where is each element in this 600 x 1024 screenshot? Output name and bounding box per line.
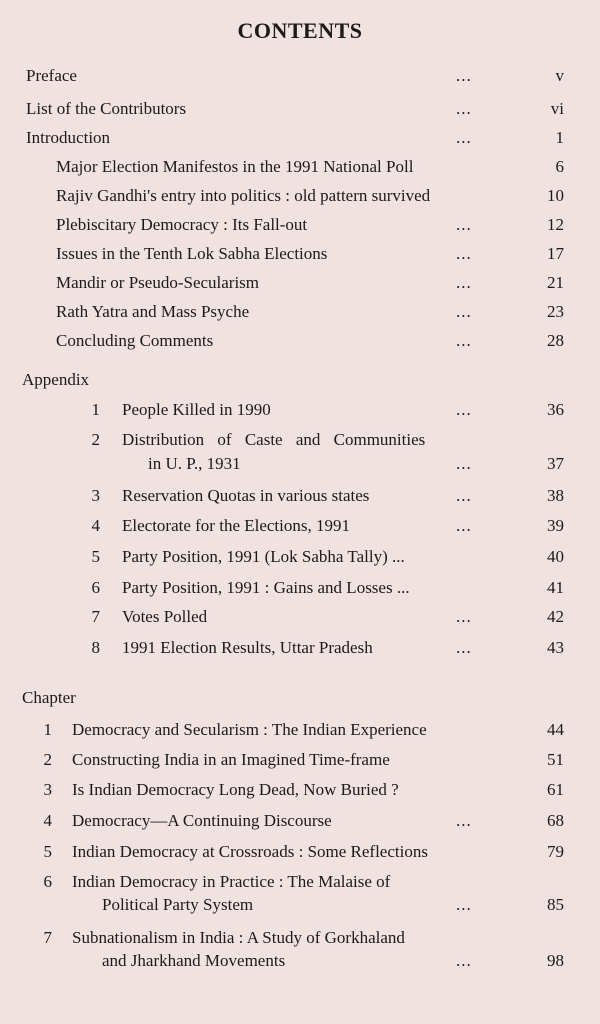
page-number: v xyxy=(555,66,564,85)
leader-dots: ... xyxy=(456,895,472,914)
toc-entry-chapter: Indian Democracy in Practice : The Malaise of xyxy=(72,872,391,891)
page-number: 42 xyxy=(547,607,564,626)
appendix-number: 1 xyxy=(91,400,100,419)
page-number: 68 xyxy=(547,811,564,830)
toc-entry-appendix: 1991 Election Results, Uttar Pradesh xyxy=(122,638,373,657)
toc-entry-intro-section: Major Election Manifestos in the 1991 National Poll xyxy=(56,157,414,176)
toc-entry-chapter: Subnationalism in India : A Study of Gorkhaland xyxy=(72,928,405,947)
page-number: 98 xyxy=(547,951,564,970)
page-number: 41 xyxy=(547,578,564,597)
toc-entry-contributors: List of the Contributors xyxy=(26,99,187,118)
toc-entry-intro-section: Issues in the Tenth Lok Sabha Elections xyxy=(56,244,328,263)
toc-entry-preface: Preface xyxy=(26,66,77,85)
chapter-number: 7 xyxy=(43,928,52,947)
leader-dots: ... xyxy=(456,400,472,419)
toc-entry-chapter-continued: Political Party System xyxy=(102,895,254,914)
toc-entry-chapter: Constructing India in an Imagined Time-frame xyxy=(72,750,390,769)
toc-entry-appendix: Distribution of Caste and Communities xyxy=(122,430,426,449)
appendix-number: 4 xyxy=(91,516,100,535)
leader-dots: ... xyxy=(456,244,472,263)
appendix-number: 8 xyxy=(91,638,100,657)
toc-entry-intro-section: Plebiscitary Democracy : Its Fall-out xyxy=(56,215,308,234)
page-number: 17 xyxy=(547,244,564,263)
page-number: 1 xyxy=(555,128,564,147)
page-number: 23 xyxy=(547,302,564,321)
page-number: 61 xyxy=(547,780,564,799)
toc-entry-introduction: Introduction xyxy=(26,128,111,147)
toc-entry-chapter: Democracy and Secularism : The Indian Experience xyxy=(72,720,427,739)
toc-entry-chapter-continued: and Jharkhand Movements xyxy=(102,951,286,970)
toc-entry-intro-section: Mandir or Pseudo-Secularism xyxy=(56,273,260,292)
toc-entry-chapter: Indian Democracy at Crossroads : Some Reflections xyxy=(72,842,428,861)
chapter-number: 3 xyxy=(43,780,52,799)
chapter-number: 4 xyxy=(43,811,52,830)
appendix-number: 6 xyxy=(91,578,100,597)
leader-dots: ... xyxy=(456,454,472,473)
chapter-number: 2 xyxy=(43,750,52,769)
leader-dots: ... xyxy=(456,331,472,350)
page-number: 28 xyxy=(547,331,564,350)
toc-entry-appendix: Votes Polled xyxy=(122,607,208,626)
appendix-number: 5 xyxy=(91,547,100,566)
leader-dots: ... xyxy=(456,99,472,118)
appendix-number: 3 xyxy=(91,486,100,505)
page-number: 85 xyxy=(547,895,564,914)
leader-dots: ... xyxy=(456,486,472,505)
toc-entry-appendix-continued: in U. P., 1931 xyxy=(148,454,241,473)
appendix-number: 2 xyxy=(91,430,100,449)
leader-dots: ... xyxy=(456,128,472,147)
page-number: 6 xyxy=(555,157,564,176)
page-number: 44 xyxy=(547,720,564,739)
chapter-heading: Chapter xyxy=(22,688,76,707)
leader-dots: ... xyxy=(456,607,472,626)
toc-entry-intro-section: Concluding Comments xyxy=(56,331,214,350)
toc-entry-appendix: Party Position, 1991 (Lok Sabha Tally) ... xyxy=(122,547,405,566)
toc-entry-chapter: Democracy—A Continuing Discourse xyxy=(72,811,332,830)
leader-dots: ... xyxy=(456,66,472,85)
page-number: 40 xyxy=(547,547,564,566)
leader-dots: ... xyxy=(456,951,472,970)
toc-entry-intro-section: Rajiv Gandhi's entry into politics : old pattern survived xyxy=(56,186,431,205)
page-number: 43 xyxy=(547,638,564,657)
page-title: CONTENTS xyxy=(237,18,363,43)
page-number: 51 xyxy=(547,750,564,769)
chapter-number: 5 xyxy=(43,842,52,861)
toc-entry-intro-section: Rath Yatra and Mass Psyche xyxy=(56,302,250,321)
page-number: 21 xyxy=(547,273,564,292)
leader-dots: ... xyxy=(456,302,472,321)
page-number: 79 xyxy=(547,842,564,861)
page-number: 37 xyxy=(547,454,564,473)
chapter-number: 6 xyxy=(43,872,52,891)
leader-dots: ... xyxy=(456,215,472,234)
page-number: 39 xyxy=(547,516,564,535)
page-number: 12 xyxy=(547,215,564,234)
toc-entry-appendix: Electorate for the Elections, 1991 xyxy=(122,516,350,535)
page-number: 10 xyxy=(547,186,564,205)
toc-entry-appendix: People Killed in 1990 xyxy=(122,400,271,419)
toc-entry-appendix: Party Position, 1991 : Gains and Losses ... xyxy=(122,578,410,597)
chapter-number: 1 xyxy=(43,720,52,739)
page-number: 36 xyxy=(547,400,564,419)
toc-entry-appendix: Reservation Quotas in various states xyxy=(122,486,370,505)
leader-dots: ... xyxy=(456,516,472,535)
leader-dots: ... xyxy=(456,273,472,292)
toc-entry-chapter: Is Indian Democracy Long Dead, Now Buried ? xyxy=(72,780,399,799)
page-number: 38 xyxy=(547,486,564,505)
page-number: vi xyxy=(550,99,564,118)
leader-dots: ... xyxy=(456,638,472,657)
appendix-number: 7 xyxy=(91,607,100,626)
leader-dots: ... xyxy=(456,811,472,830)
appendix-heading: Appendix xyxy=(22,370,90,389)
